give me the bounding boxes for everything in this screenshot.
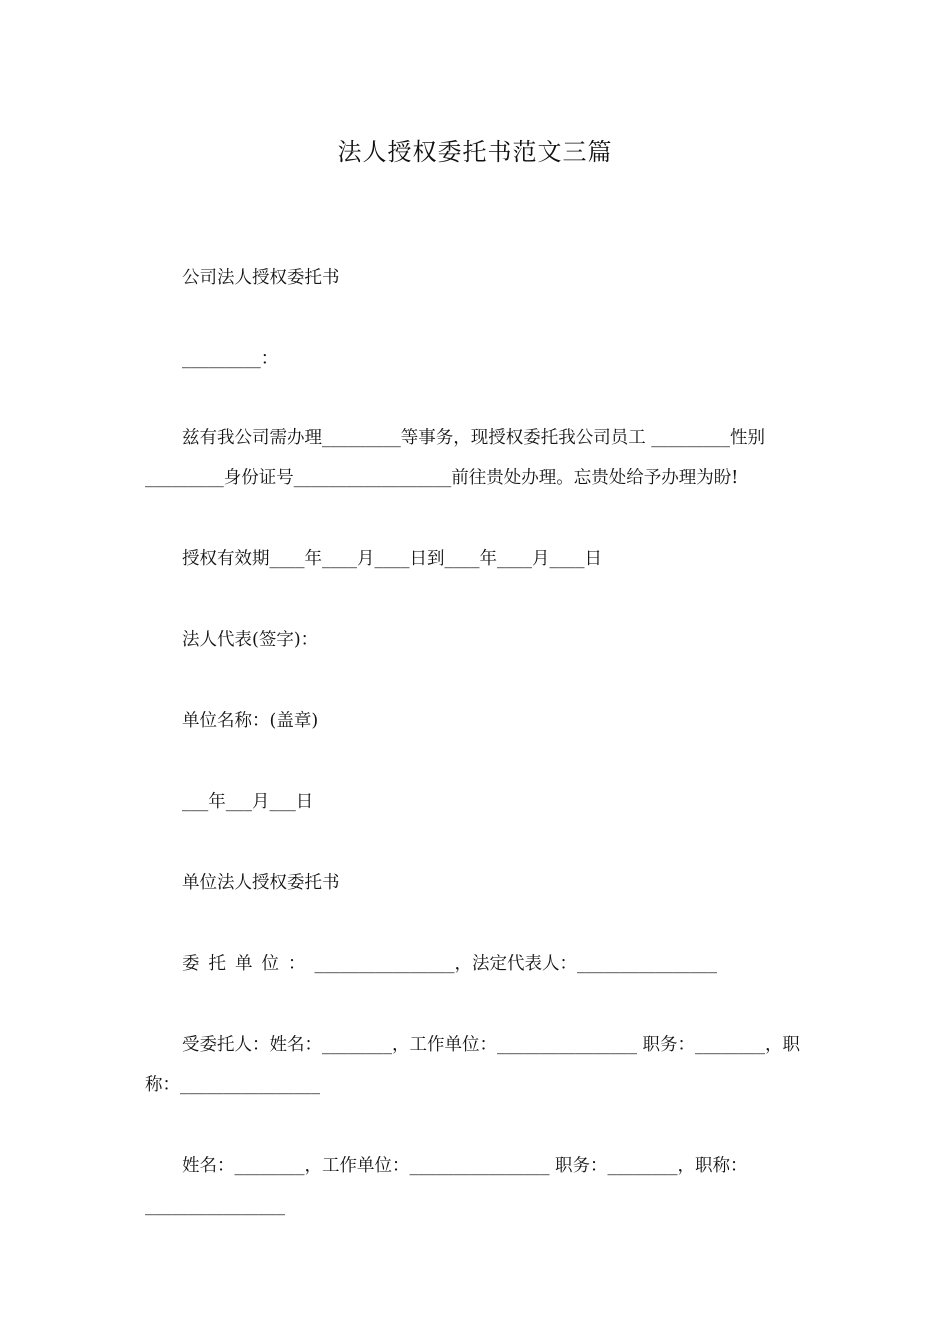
salutation-line: _________：: [182, 349, 279, 369]
trustee-line-2: 姓名：________，工作单位：________________ 职务：________，职称：________________: [145, 1156, 748, 1216]
heading-company-authorization: 公司法人授权委托书: [182, 268, 340, 288]
authorization-body: 兹有我公司需办理_________等事务，现授权委托我公司员工 _________性别_________身份证号__________________前往贵处办理。忘贵处给予办理为盼!: [145, 428, 766, 488]
entrusting-unit-rest: ________________，法定代表人：________________: [314, 954, 717, 974]
validity-period: 授权有效期____年____月____日到____年____月____日: [182, 549, 602, 569]
date-line: ___年___月___日: [182, 792, 314, 812]
trustee-line-1: 受委托人：姓名：________，工作单位：________________ 职务：________，职称：________________: [145, 1035, 801, 1095]
legal-representative-signature: 法人代表(签字)：: [182, 630, 319, 650]
document-title: 法人授权委托书范文三篇: [337, 138, 613, 166]
entrusting-unit-label: 委托单位：: [182, 954, 315, 974]
unit-name-seal: 单位名称：(盖章): [182, 711, 319, 731]
heading-unit-authorization: 单位法人授权委托书: [182, 873, 340, 893]
entrusting-unit-line: [145, 944, 810, 984]
